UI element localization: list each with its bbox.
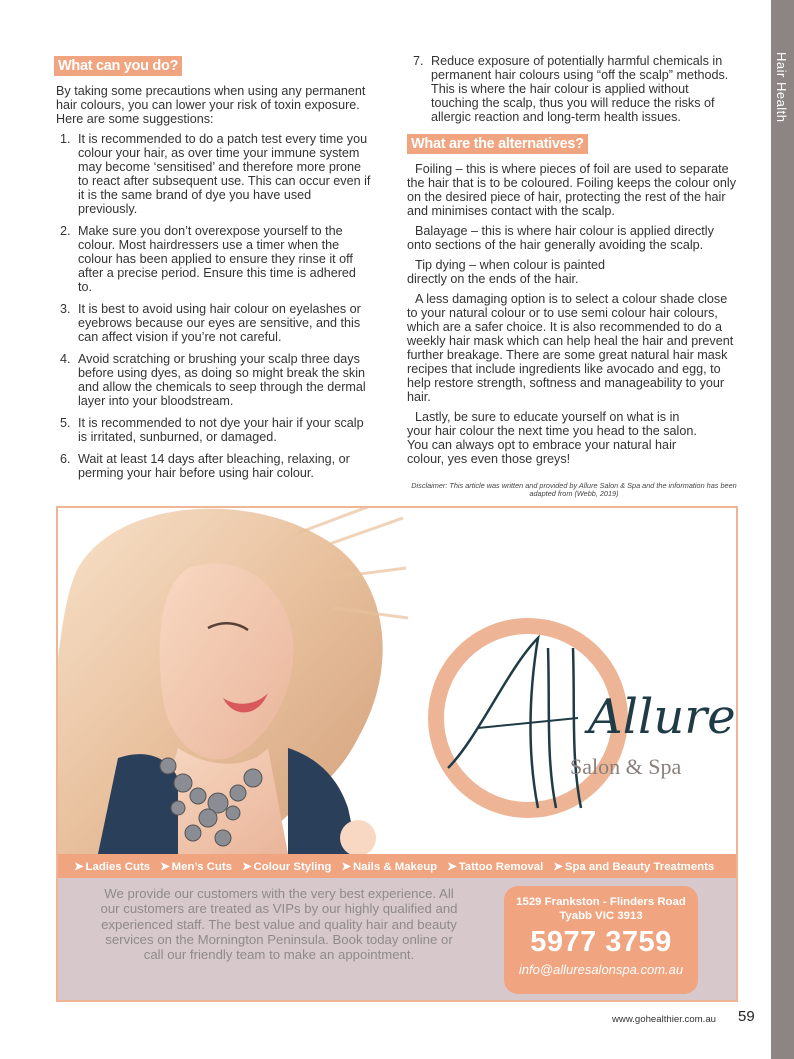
service-colour-styling[interactable]: ➤ Colour Styling [242,861,332,873]
list-item: 2. Make sure you don’t overexpose yourself to the colour. Most hairdressers use a timer when the colour has been applied to ensure they rinse it off after a precise period. Ensure this time is adhered to. [60,224,356,294]
suggestion-list-continued [407,54,739,124]
heading-what-can-you-do: What can you do? [54,56,182,76]
allure-advertisement[interactable] [56,506,738,1002]
list-item: 6. Wait at least 14 days after bleaching, relaxing, or perming your hair before using hair colour. [60,452,350,480]
ad-blurb: We provide our customers with the very best experience. All our customers are treated as VIPs by our highly qualified and experienced staff. The best value and quality hair and beauty services on the Mornington Peninsula. Book today online or call our friendly team to make an appointment. [100,886,458,963]
list-item: 7. Reduce exposure of potentially harmful chemicals in permanent hair colours using “off the scalp” methods. This is where the hair colour is applied without touching the scalp, thus you will reduce the risks of allergic reaction and long-term health issues. [413,54,729,124]
service-spa-beauty[interactable]: ➤ Spa and Beauty Treatments [553,861,715,873]
disclaimer: Disclaimer: This article was written and provided by Allure Salon & Spa and the information has been adapted from (Webb, 2019) [411,481,737,498]
intro-paragraph: By taking some precautions when using any permanent hair colours, you can lower your risk of toxin exposure. Here are some suggestions: [56,84,366,126]
address-line-1: 1529 Frankston - Flinders Road [516,896,686,908]
contact-box [504,886,698,994]
phone-number[interactable]: 5977 3759 [530,926,672,958]
email-link[interactable]: info@alluresalonspa.com.au [518,962,684,977]
page-number: 59 [738,1008,755,1025]
address-line-2: Tyabb VIC 3913 [559,910,643,922]
paragraph-foiling: Foiling – this is where pieces of foil are used to separate the hair that is to be coloured. Foiling keeps the colour only on the desired piece of hair, protecting the rest of the hair and minimises contact with the scalp. [407,162,737,218]
ad-bottom-panel [58,878,736,1000]
paragraph-lastly: Lastly, be sure to educate yourself on what is in your hair colour the next time you head to the salon. You can always opt to embrace your natural hair colour, yes even those greys! [407,410,697,466]
left-column [54,56,372,488]
right-column [407,54,739,472]
heading-alternatives: What are the alternatives? [407,134,588,154]
logo-subtitle: Salon & Spa [570,754,682,779]
service-ladies-cuts[interactable]: ➤ Ladies Cuts [74,861,151,873]
suggestion-list [54,132,372,480]
section-label: Hair Health [774,52,789,123]
service-mens-cuts[interactable]: ➤ Men’s Cuts [160,861,232,873]
services-bar [58,854,736,878]
paragraph-balayage: Balayage – this is where hair colour is applied directly onto sections of the hair generally avoiding the scalp. [407,224,714,252]
footer-url[interactable]: www.gohealthier.com.au [612,1014,716,1025]
model-photo [58,508,408,854]
logo-script-text: Allure [588,689,736,745]
paragraph-less-damaging: A less damaging option is to select a colour shade close to your natural colour or to use semi colour hair colours, which are a safer choice. It is also recommended to do a weekly hair mask which can help heal the hair and prevent further breakage. There are some great natural hair mask recipes that include ingredients like avocado and egg, to help restore strength, softness and manageability to your hair. [407,292,734,404]
allure-logo [378,608,738,858]
service-tattoo-removal[interactable]: ➤ Tattoo Removal [447,861,544,873]
list-item: 5. It is recommended to not dye your hair if your scalp is irritated, sunburned, or damaged. [60,416,364,444]
list-item: 1. It is recommended to do a patch test every time you colour your hair, as over time your immune system may become ‘sensitised’ and therefore more prone to react after subsequent use. This can occur even if it is the same brand of dye you have used previously. [60,132,371,216]
list-item: 3. It is best to avoid using hair colour on eyelashes or eyebrows because our eyes are sensitive, and this can affect vision if you’re not careful. [60,302,361,344]
paragraph-tip-dying: Tip dying – when colour is painted directly on the ends of the hair. [407,258,605,286]
list-item: 4. Avoid scratching or brushing your scalp three days before using dyes, as doing so might break the skin and allow the chemicals to seep through the dermal layer into your bloodstream. [60,352,366,408]
service-nails-makeup[interactable]: ➤ Nails & Makeup [341,861,438,873]
